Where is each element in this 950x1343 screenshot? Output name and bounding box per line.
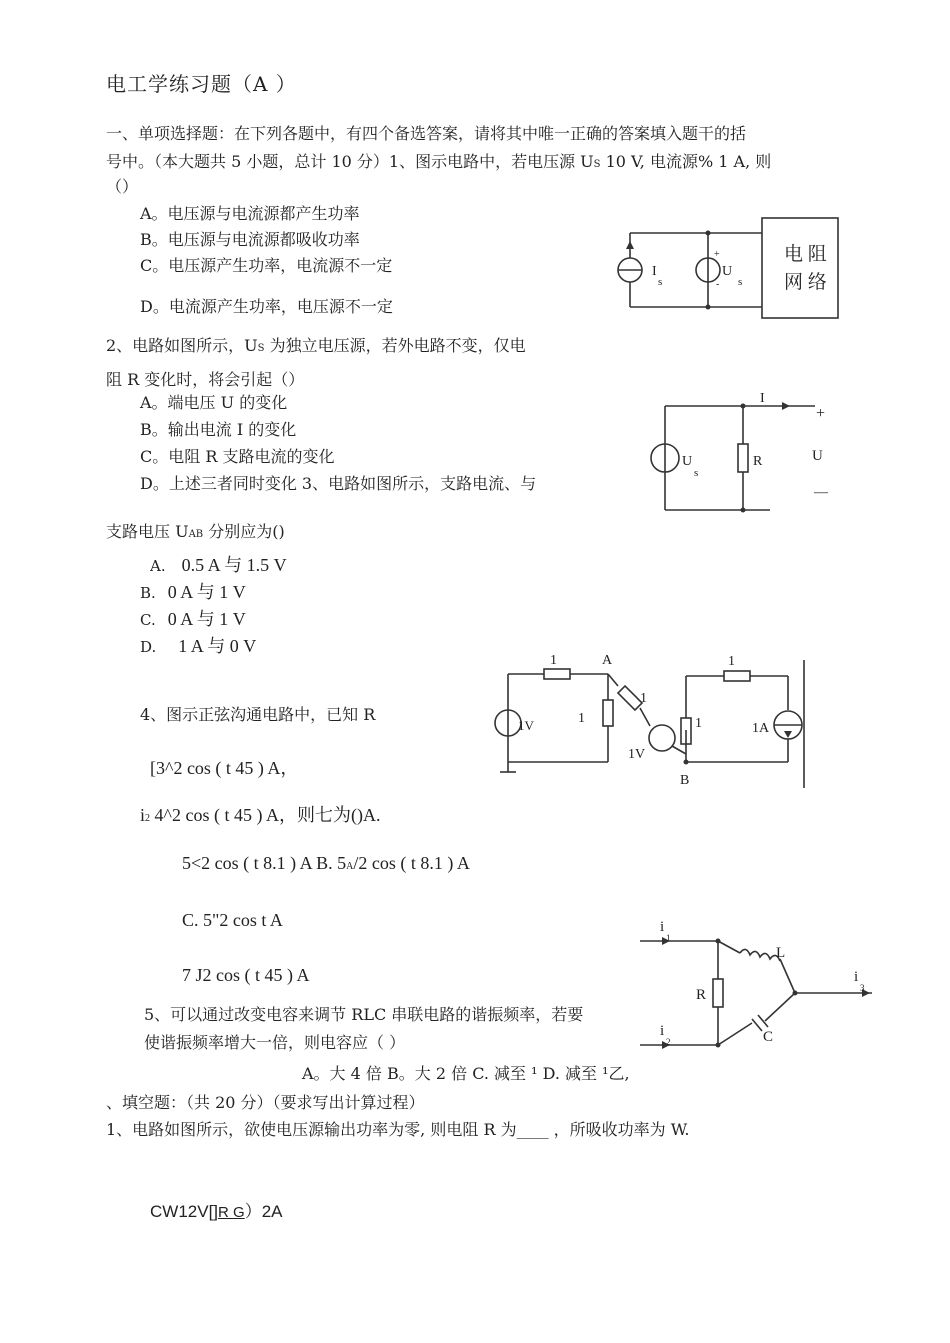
i1-sub-label: 1 — [666, 933, 671, 943]
resistor-r — [738, 444, 748, 472]
r4-label: 1 — [695, 716, 702, 731]
v1-label: 1V — [518, 718, 534, 733]
q3-option-b: B. 0 A 与 1 V — [140, 582, 246, 602]
section1-heading-line1: 一、单项选择题：在下列各题中，有四个备选答案，请将其中唯一正确的答案填入题干的括 — [106, 124, 747, 143]
voltage-source-1v-mid-icon — [649, 725, 675, 751]
plus-label: + — [816, 405, 826, 422]
q3-option-d: D. 1 A 与 0 V — [140, 636, 257, 656]
us-sub-label: s — [694, 467, 699, 479]
resistor-1 — [544, 669, 570, 679]
i2-sub-label: 2 — [666, 1037, 671, 1047]
us-sub-label: s — [738, 276, 743, 288]
subscript: 2 — [145, 813, 151, 824]
i1-label: 1A — [752, 721, 770, 736]
subscript: AB — [188, 529, 204, 540]
r1-label: 1 — [550, 653, 557, 668]
us-label: U — [722, 264, 733, 279]
resistor-r-label: R — [753, 454, 763, 469]
resistor-network-box — [762, 218, 838, 318]
subscript: S — [593, 159, 601, 170]
subscript: S — [257, 343, 265, 354]
box-label-line2: 网 络 — [784, 272, 827, 293]
q4-circuit-figure — [640, 915, 880, 1055]
i2-label: i — [660, 1023, 665, 1039]
section1-heading-line3: （） — [106, 177, 139, 196]
q3-option-c: C. 0 A 与 1 V — [140, 609, 246, 629]
is-label: I — [652, 264, 657, 279]
q4-option-c: C. 5"2 cos t A — [182, 910, 283, 930]
i1-label: i — [660, 919, 665, 935]
v2-label: 1V — [628, 747, 646, 762]
r5-label: 1 — [728, 654, 735, 669]
q5-stem-line1: 5、可以通过改变电容来调节 RLC 串联电路的谐振频率，若要 — [144, 1005, 584, 1024]
r-label: R — [696, 987, 707, 1003]
minus-label: - — [716, 279, 720, 290]
q3-option-a: A. 0.5 A 与 1.5 V — [150, 555, 287, 575]
q1-option-b: B。电压源与电流源都吸收功率 — [140, 230, 360, 249]
page-title: 电工学练习题（A ） — [106, 72, 297, 96]
q1-option-d: D。电流源产生功率，电压源不一定 — [140, 297, 393, 316]
q4-line-i1: [3^2 cos ( t 45 ) A， — [150, 758, 299, 778]
us-label: U — [682, 454, 693, 469]
q2-option-b: B。输出电流 I 的变化 — [140, 420, 297, 439]
i3-label: i — [854, 969, 859, 985]
section2-q1: 1、电路如图所示，欲使电压源输出功率为零, 则电阻 R 为____ ，所吸收功率为 W. — [106, 1120, 690, 1139]
r3-label: 1 — [640, 691, 647, 706]
l-label: L — [776, 945, 786, 961]
q4-stem: 4、图示正弦沟通电路中，已知 R — [140, 705, 376, 724]
resistor-5 — [724, 671, 750, 681]
voltage-u-label: U — [812, 448, 823, 464]
box-label-line1: 电 阻 — [784, 244, 827, 265]
inductor-l — [740, 949, 780, 961]
q1-option-c: C。电压源产生功率，电流源不一定 — [140, 256, 393, 275]
q4-line-i2: i2 4^2 cos ( t 45 ) A，则七为()A. — [140, 805, 381, 825]
q4-option-ab: 5<2 cos ( t 8.1 ) A B. 5A/2 cos ( t 8.1 ) A — [182, 853, 470, 873]
q2-circuit-figure — [640, 388, 840, 516]
q2-stem-line1: 2、电路如图所示，US 为独立电压源，若外电路不变，仅电 — [106, 336, 526, 355]
q4-option-d: 7 J2 cos ( t 45 ) A — [182, 965, 310, 985]
q3-circuit-figure — [490, 650, 820, 805]
c-label: C — [763, 1029, 774, 1045]
q1-circuit-figure — [610, 215, 845, 325]
section2-q1-figure-text: CW12V[]R G）2A — [150, 1202, 283, 1221]
q5-stem-line2: 使谐振频率增大一倍，则电容应（ ） — [144, 1033, 406, 1052]
node-b-label: B — [680, 773, 690, 788]
q5-options: A。大 4 倍 B。大 2 倍 C. 减至 ¹ D. 减至 ¹乙, — [302, 1064, 630, 1083]
resistor-3 — [618, 686, 642, 710]
r2-label: 1 — [578, 711, 585, 726]
q2-stem-line2: 阻 R 变化时，将会引起（） — [106, 370, 305, 389]
node-a-label: A — [602, 653, 613, 668]
resistor-r — [713, 979, 723, 1007]
q2-option-d: D。上述三者同时变化 3、电路如图所示，支路电流、与 — [140, 474, 537, 493]
q1-option-a: A。电压源与电流源都产生功率 — [140, 204, 360, 223]
section2-heading: 、填空题：（共 20 分）（要求写出计算过程） — [106, 1093, 425, 1112]
q2-option-a: A。端电压 U 的变化 — [140, 393, 288, 412]
resistor-2 — [603, 700, 613, 726]
is-sub-label: s — [658, 276, 663, 288]
plus-label: + — [714, 249, 720, 260]
current-i-label: I — [760, 391, 765, 406]
q2-option-c: C。电阻 R 支路电流的变化 — [140, 447, 335, 466]
section1-heading-line2: 号中。（本大题共 5 小题，总计 10 分）1、图示电路中，若电压源 US 10 V, 电流源% 1 A, 则 — [106, 152, 772, 171]
q3-stem: 支路电压 UAB 分别应为() — [106, 522, 285, 541]
minus-label: — — [814, 485, 828, 500]
i3-sub-label: 3 — [860, 983, 865, 993]
subscript: A — [346, 861, 354, 872]
